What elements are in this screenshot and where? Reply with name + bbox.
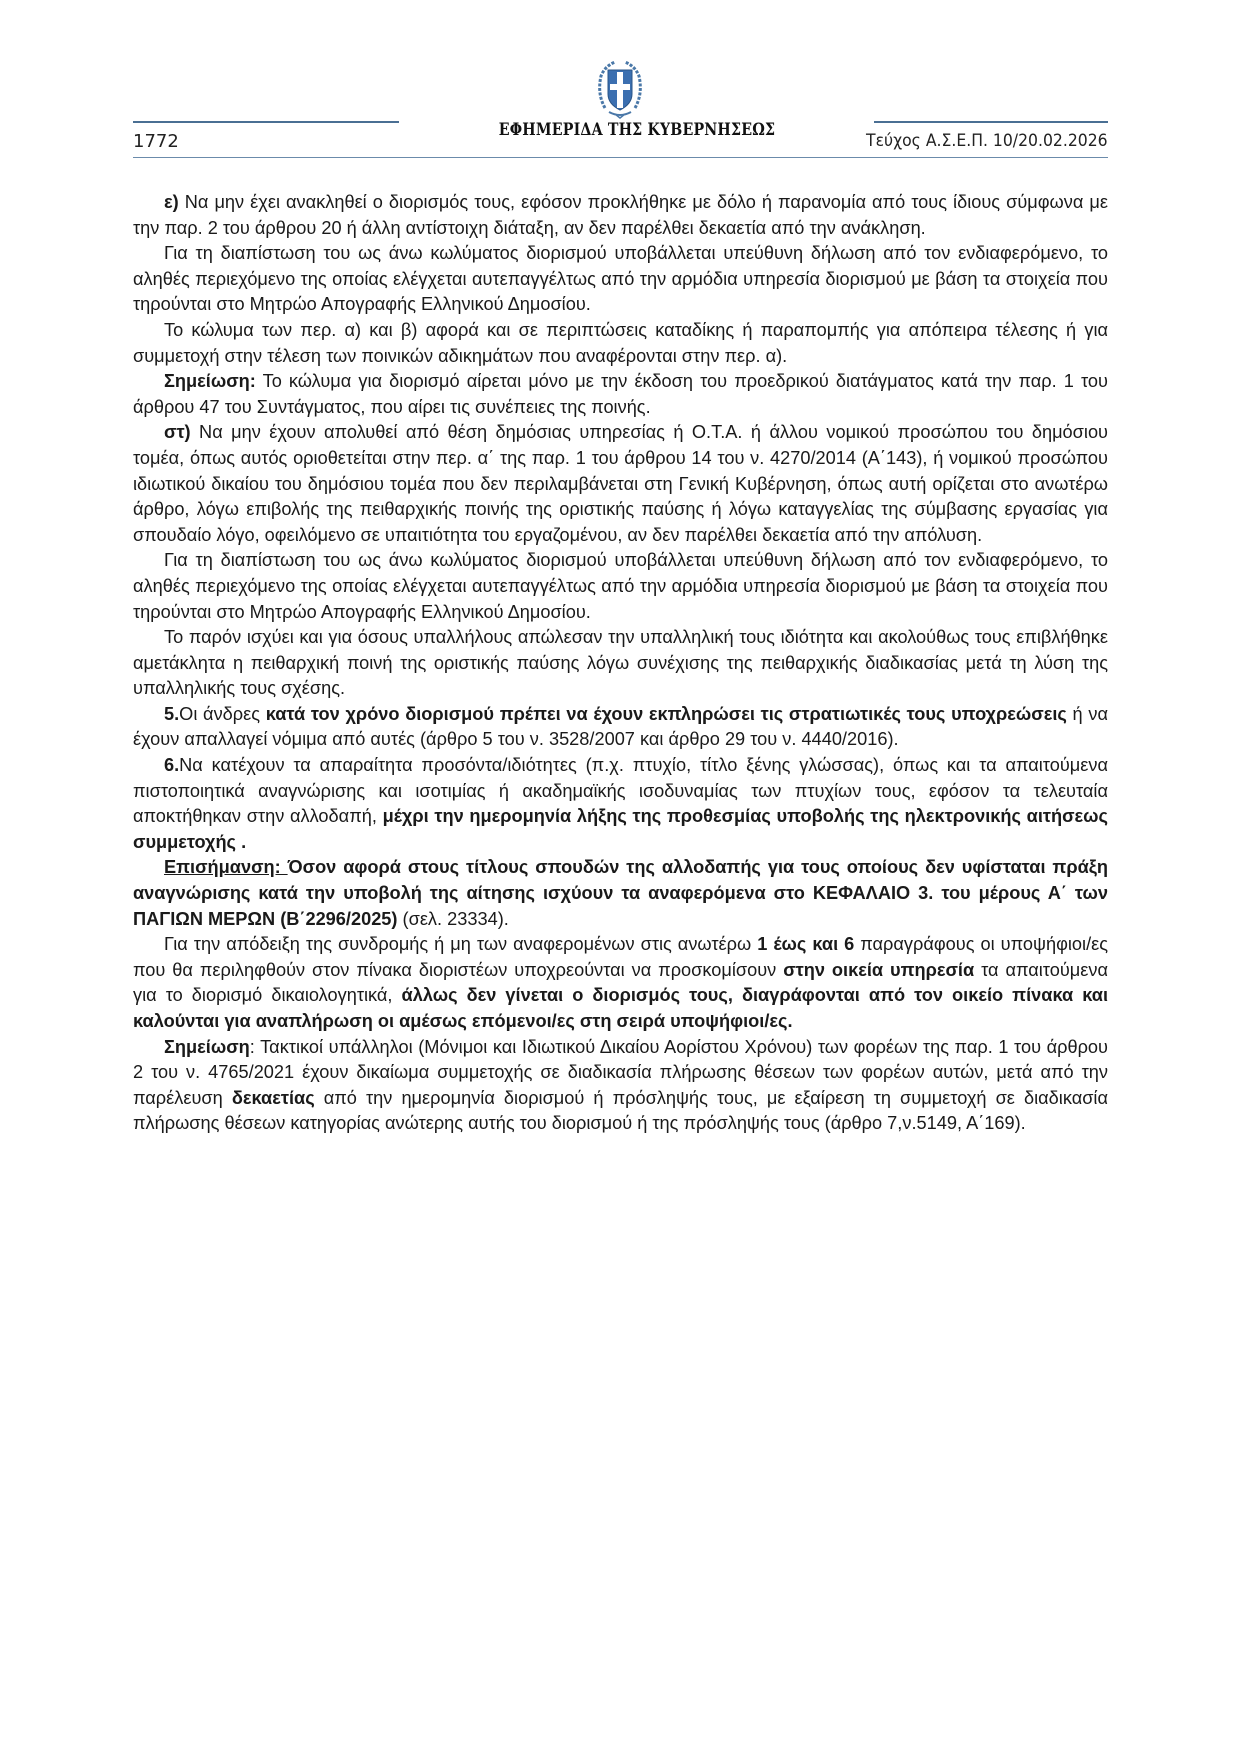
header-rule-right <box>874 121 1108 123</box>
paragraph-text: Να κατέχουν τα απαραίτητα προσόντα/ιδιότητες (π.χ. πτυχίο, τίτλο ξένης γλώσσας), όπως και τα απαιτούμενα πιστοποιητικά αναγνώρισης και ισοτιμίας ή ακαδημαϊκής ισοδυναμίας των πτυχίων τους, εφόσον τα τελευταία αποκτήθηκαν στην αλλοδαπή, <box>133 755 1108 827</box>
paragraph-text: Το κώλυμα για διορισμό αίρεται μόνο με την έκδοση του προεδρικού διατάγματος κατά την παρ. 1 του άρθρου 47 του Συντάγματος, που αίρει τις συνέπειες της ποινής. <box>133 371 1108 417</box>
issue-reference: Τεύχος Α.Σ.Ε.Π. 10/20.02.2026 <box>866 131 1108 151</box>
paragraph: Το παρόν ισχύει και για όσους υπαλλήλους απώλεσαν την υπαλληλική τους ιδιότητα και ακολούθως τους επιβλήθηκε αμετάκλητα η πειθαρχική ποινή της οριστικής παύσης λόγω συνέχισης της πειθαρχικής διαδικασίας μετά τη λύση της υπαλληλικής τους σχέσης. <box>133 627 1108 699</box>
paragraph-text: ή να έχουν απαλλαγεί νόμιμα από αυτές (άρθρο 5 του ν. 3528/2007 και άρθρο 29 του ν. 4440/2016). <box>133 703 1108 750</box>
item-label: ε) <box>164 192 179 212</box>
emphasis-text: Όσον αφορά στους τίτλους σπουδών της αλλοδαπής για τους οποίους δεν υφίσταται πράξη αναγνώρισης κατά την υποβολή της αίτησης ισχύουν τα αναφερόμενα στο ΚΕΦΑΛΑΙΟ 3. του μέρους Α΄ των ΠΑΓΙΩΝ ΜΕΡΩΝ (Β΄2296/2025) <box>133 857 1108 929</box>
paragraph-6 <box>133 753 1108 855</box>
paragraph: Για τη διαπίστωση του ως άνω κωλύματος διορισμού υποβάλλεται υπεύθυνη δήλωση από τον ενδιαφερόμενο, το αληθές περιεχόμενο της οποίας ελέγχεται αυτεπαγγέλτως από την αρμόδια υπηρεσία διορισμού με βάση τα στοιχεία που τηρούνται στο Μητρώο Απογραφής Ελληνικού Δημοσίου. <box>133 243 1108 315</box>
emphasis-text: δεκαετίας <box>231 1087 315 1108</box>
emphasis-text: κατά τον χρόνο διορισμού πρέπει να έχουν εκπληρώσει τις στρατιωτικές τους υποχρεώσεις <box>265 703 1067 724</box>
notice-paragraph <box>133 855 1108 932</box>
paragraph-text: Να μην έχει ανακληθεί ο διορισμός τους, εφόσον προκλήθηκε με δόλο ή παρανομία από τους ίδιους σύμφωνα με την παρ. 2 του άρθρου 20 ή άλλη αντίστοιχη διάταξη, αν δεν παρέλθει δεκαετία από την ανάκληση. <box>133 192 1108 238</box>
journal-title: ΕΦΗΜΕΡΙΔΑ ΤΗΣ ΚΥΒΕΡΝΗΣΕΩΣ <box>498 120 776 139</box>
document-body <box>133 190 1108 1137</box>
paragraph-st <box>133 420 1108 548</box>
proof-paragraph <box>133 932 1108 1034</box>
note-label: Σημείωση: <box>164 371 256 392</box>
paragraph-text: (σελ. 23334). <box>397 908 509 929</box>
notice-label: Επισήμανση: <box>164 857 288 878</box>
paragraph-text: παραγράφους οι υποψήφιοι/ες που θα περιληφθούν στον πίνακα διοριστέων υποχρεούνται να προσκομίσουν <box>133 934 1109 980</box>
paragraph-e <box>133 190 1108 241</box>
paragraph-text: Για την απόδειξη της συνδρομής ή μη των αναφερομένων στις ανωτέρω <box>164 934 758 955</box>
greek-coat-of-arms-icon <box>595 58 645 120</box>
paragraph-text: από την ημερομηνία διορισμού ή πρόσληψής τους, με εξαίρεση τη συμμετοχή σε διαδικασία πλήρωσης θέσεων κατηγορίας ανώτερης αυτής του διορισμού ή της πρόσληψής τους (άρθρο 7,ν.5149, Α΄169). <box>133 1087 1108 1134</box>
paragraph-text: : Τακτικοί υπάλληλοι (Μόνιμοι και Ιδιωτικού Δικαίου Αορίστου Χρόνου) των φορέων της παρ. 1 του άρθρου 2 του ν. 4765/2021 έχουν δικαίωμα συμμετοχής σε διαδικασία πλήρωσης θέσεων των φορέων αυτών, μετά από την παρέλευση <box>133 1036 1108 1108</box>
emphasis-text: στην οικεία υπηρεσία <box>783 959 975 980</box>
paragraph-text: τα απαιτούμενα για το διορισμό δικαιολογητικά, <box>133 959 1108 1006</box>
item-number: 6. <box>164 755 180 776</box>
paragraph: Το κώλυμα των περ. α) και β) αφορά και σε περιπτώσεις καταδίκης ή παραπομπής για απόπειρα τέλεσης ή για συμμετοχή στην τέλεση των ποινικών αδικημάτων που αναφέρονται στην περ. α). <box>133 319 1108 366</box>
note-paragraph-2 <box>133 1035 1108 1137</box>
header-rule-left <box>133 121 399 123</box>
emphasis-text: μέχρι την ημερομηνία λήξης της προθεσμίας υποβολής της ηλεκτρονικής αιτήσεως συμμετοχής . <box>133 806 1108 852</box>
paragraph-5 <box>133 702 1108 753</box>
paragraph: Για τη διαπίστωση του ως άνω κωλύματος διορισμού υποβάλλεται υπεύθυνη δήλωση από τον ενδιαφερόμενο, το αληθές περιεχόμενο της οποίας ελέγχεται αυτεπαγγέλτως από την αρμόδια υπηρεσία διορισμού με βάση τα στοιχεία που τηρούνται στο Μητρώο Απογραφής Ελληνικού Δημοσίου. <box>133 550 1108 622</box>
emphasis-text: άλλως δεν γίνεται ο διορισμός τους, διαγράφονται από τον οικείο πίνακα και καλούνται για αναπλήρωση οι αμέσως επόμενοι/ες στη σειρά υποψήφιοι/ες. <box>133 985 1108 1031</box>
item-label: στ) <box>164 422 191 443</box>
item-number: 5. <box>164 703 180 724</box>
note-paragraph <box>133 369 1108 420</box>
header-rule-bottom <box>133 157 1108 158</box>
paragraph-text: Οι άνδρες <box>179 703 266 724</box>
page-number: 1772 <box>133 131 179 152</box>
paragraph-text: Να μην έχουν απολυθεί από θέση δημόσιας υπηρεσίας ή Ο.Τ.Α. ή άλλου νομικού προσώπου του δημόσιου τομέα, όπως αυτός οριοθετείται στην περ. α΄ της παρ. 1 του άρθρου 14 του ν. 4270/2014 (Α΄143), ή νομικού προσώπου ιδιωτικού δικαίου του δημόσιου τομέα που δεν περιλαμβάνεται στη Γενική Κυβέρνηση, όπως αυτή ορίζεται στο ανωτέρω άρθρο, λόγω επιβολής της πειθαρχικής ποινής της οριστικής παύσης ή λόγω καταγγελίας της σύμβασης εργασίας για σπουδαίο λόγο, οφειλόμενο σε υπαιτιότητα του εργαζομένου, αν δεν παρέλθει δεκαετία από την απόλυση. <box>133 422 1108 545</box>
emphasis-text: 1 έως και 6 <box>757 934 855 955</box>
note-label: Σημείωση <box>164 1036 250 1057</box>
